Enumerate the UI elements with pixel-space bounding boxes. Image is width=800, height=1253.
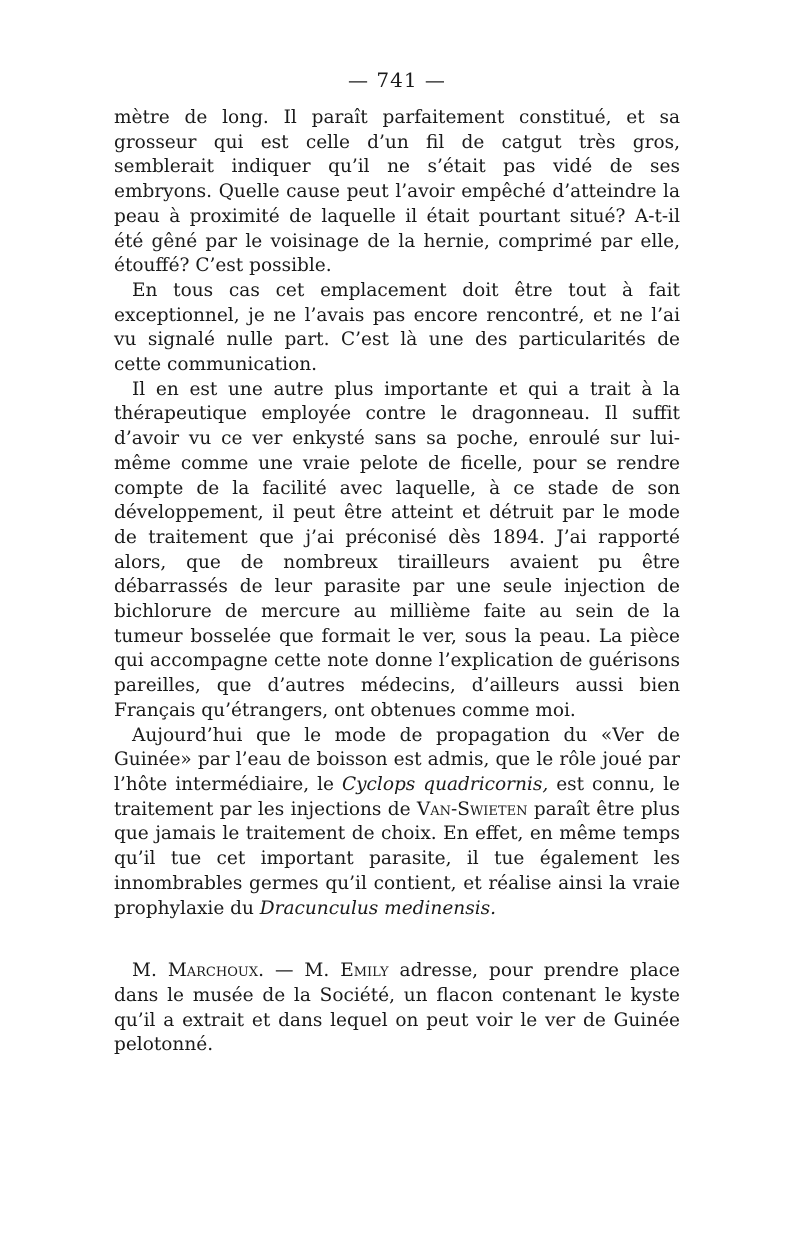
paragraph-1: mètre de long. Il paraît parfaitement constitué, et sa grosseur qui est celle d’un fil de catgut très gros, semblerait indiquer qu’il ne s’était pas vidé de ses embryons. Quelle cause peut l’avoir empêché d’atteindre la peau à proximité de laquelle il était pourtant situé? A-t-il été gêné par le voisinage de la hernie, comprimé par elle, étouffé? C’est possible. xyxy=(114,107,680,277)
paragraph-5-text-c: . — M. xyxy=(258,960,341,982)
paragraph-4-text-e: paraît être plus que jamais le traitement de choix. En effet, en même temps qu’il tue cet important parasite, il tue également les innombrables germes qu’il contient, et réalise ainsi la vraie prophylaxie du xyxy=(114,798,680,919)
author-name-van-swieten: Van-Swieten xyxy=(416,798,528,820)
paragraph-5-text-e: adresse, pour prendre place dans le musée de la Société, un flacon contenant le kyste qu’il a extrait et dans lequel on peut voir le ver de Guinée pelotonné. xyxy=(114,960,680,1056)
paragraph-2: En tous cas cet emplacement doit être tout à fait exceptionnel, je ne l’avais pas encore rencontré, et ne l’ai vu signalé nulle part. C’est là une des particularités de cette communication. xyxy=(114,279,680,376)
species-name-dracunculus: Dracunculus medinensis. xyxy=(259,897,496,919)
page-number: — 741 — xyxy=(348,68,446,92)
document-page xyxy=(114,68,680,1058)
paragraph-4 xyxy=(114,724,680,922)
paragraph-3: Il en est une autre plus importante et qui a trait à la thérapeutique employée contre le dragonneau. Il suffit d’avoir vu ce ver enkysté sans sa poche, enroulé sur lui-même comme une vraie pelote de ficelle, pour se rendre compte de la facilité avec laquelle, à ce stade de son développement, il peut être atteint et détruit par le mode de traitement que j’ai préconisé dès 1894. J’ai rapporté alors, que de nombreux tirailleurs avaient pu être débarrassés de leur parasite par une seule injection de bichlorure de mercure au millième faite au sein de la tumeur bosselée que formait le ver, sous la peau. La pièce qui accompagne cette note donne l’explication de guérisons pareilles, que d’autres médecins, d’ailleurs aussi bien Français qu’étrangers, ont obtenues comme moi. xyxy=(114,378,680,721)
species-name-cyclops: Cyclops quadricornis, xyxy=(341,773,549,795)
paragraph-4-text-a: Aujourd’hui que le mode de propagation du «Ver de Guinée» par l’eau de boisson est admis, que le rôle joué par l’hôte intermédiaire, le xyxy=(114,724,680,795)
paragraph-4-text-c: est connu, le traitement par les injections de xyxy=(114,773,680,820)
author-name-marchoux: Marchoux xyxy=(167,960,259,982)
author-name-emily: Emily xyxy=(340,960,389,982)
paragraph-5-text-a: M. xyxy=(132,960,168,982)
paragraph-5 xyxy=(114,959,680,1058)
